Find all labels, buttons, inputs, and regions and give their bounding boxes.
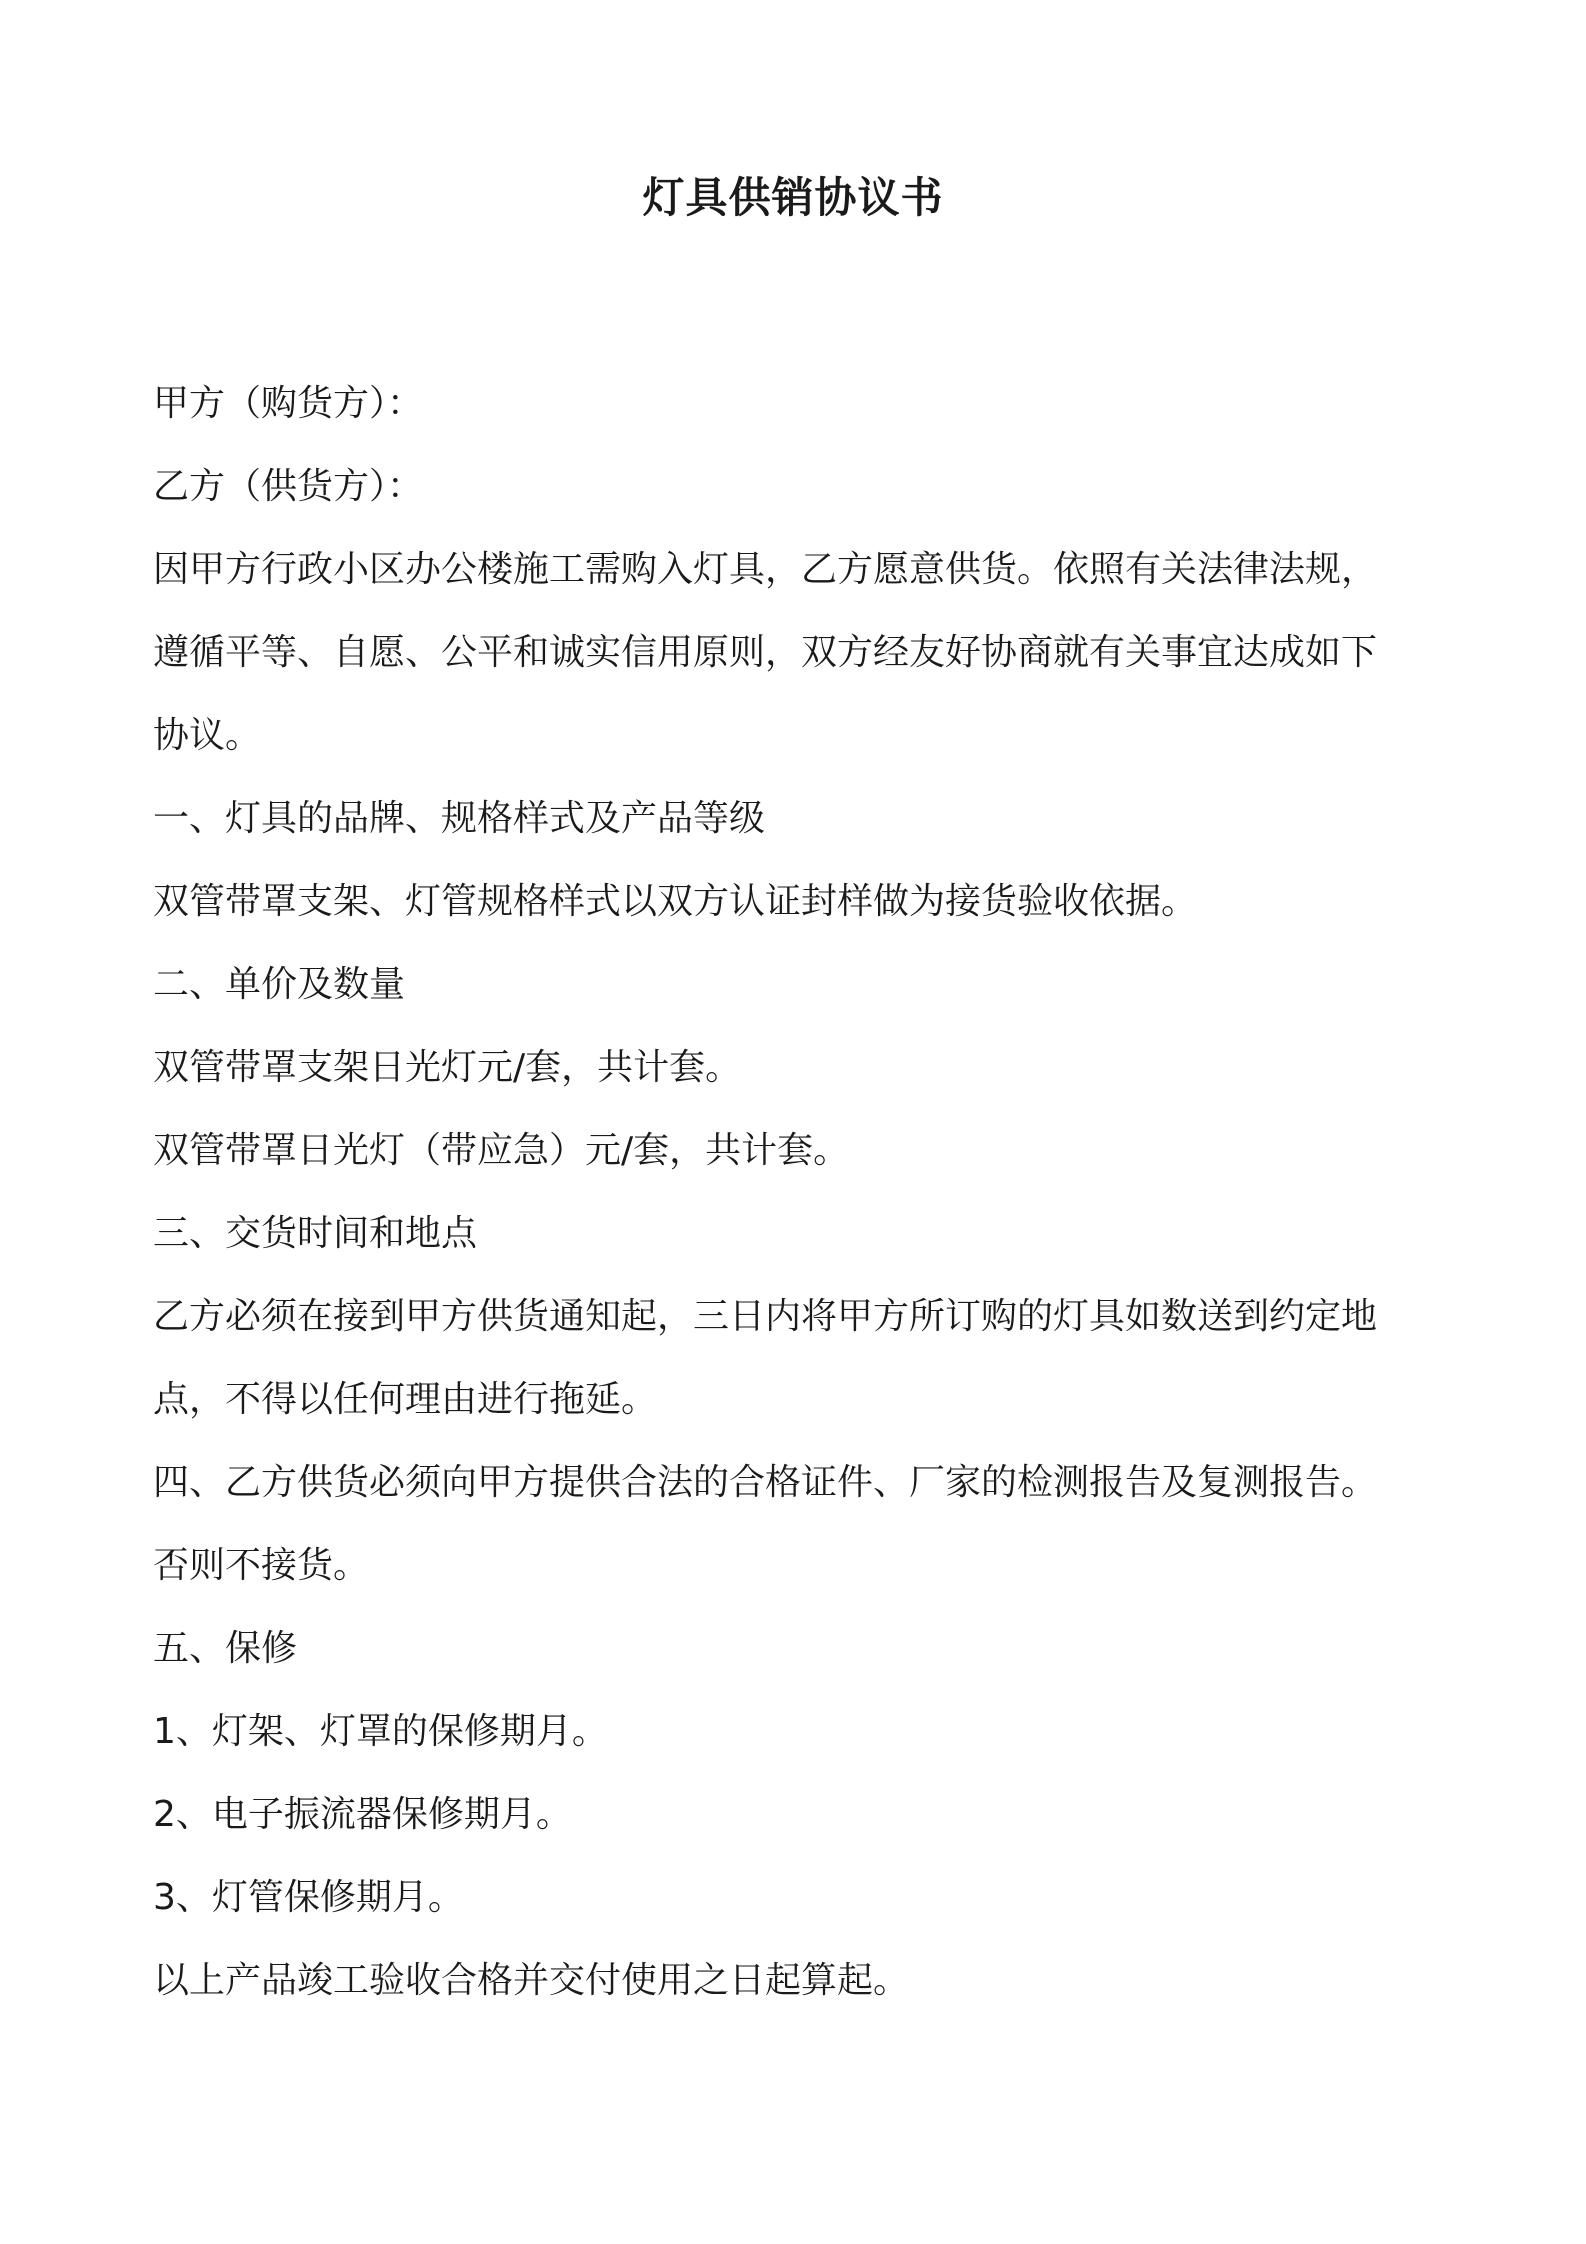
section-3-text-2: 点，不得以任何理由进行拖延。 <box>153 1379 658 1420</box>
section-4-text-2: 否则不接货。 <box>153 1545 370 1586</box>
warranty-item-2: 2、电子振流器保修期月。 <box>153 1794 572 1835</box>
section-1-heading: 一、灯具的品牌、规格样式及产品等级 <box>153 798 766 839</box>
section-3-heading: 三、交货时间和地点 <box>153 1213 478 1254</box>
section-2-item-2: 双管带罩日光灯（带应急）元/套，共计套。 <box>153 1130 850 1171</box>
section-4-text-1: 四、乙方供货必须向甲方提供合法的合格证件、厂家的检测报告及复测报告。 <box>153 1462 1378 1503</box>
warranty-note: 以上产品竣工验收合格并交付使用之日起算起。 <box>153 1960 910 2001</box>
party-b-line: 乙方（供货方）： <box>153 466 424 507</box>
preamble-line-3: 协议。 <box>153 715 262 756</box>
document-body <box>153 362 1453 2022</box>
party-a-line: 甲方（购货方）： <box>153 383 424 424</box>
section-2-heading: 二、单价及数量 <box>153 964 406 1005</box>
section-1-text: 双管带罩支架、灯管规格样式以双方认证封样做为接货验收依据。 <box>153 881 1198 922</box>
document-title: 灯具供销协议书 <box>642 173 944 222</box>
preamble-line-1: 因甲方行政小区办公楼施工需购入灯具，乙方愿意供货。依照有关法律法规， <box>153 549 1378 590</box>
section-2-item-1: 双管带罩支架日光灯元/套，共计套。 <box>153 1047 742 1088</box>
preamble-line-2: 遵循平等、自愿、公平和诚实信用原则，双方经友好协商就有关事宜达成如下 <box>153 632 1378 673</box>
section-5-heading: 五、保修 <box>153 1628 298 1669</box>
warranty-item-3: 3、灯管保修期月。 <box>153 1877 464 1918</box>
section-3-text-1: 乙方必须在接到甲方供货通知起，三日内将甲方所订购的灯具如数送到约定地 <box>153 1296 1378 1337</box>
warranty-item-1: 1、灯架、灯罩的保修期月。 <box>153 1711 608 1752</box>
